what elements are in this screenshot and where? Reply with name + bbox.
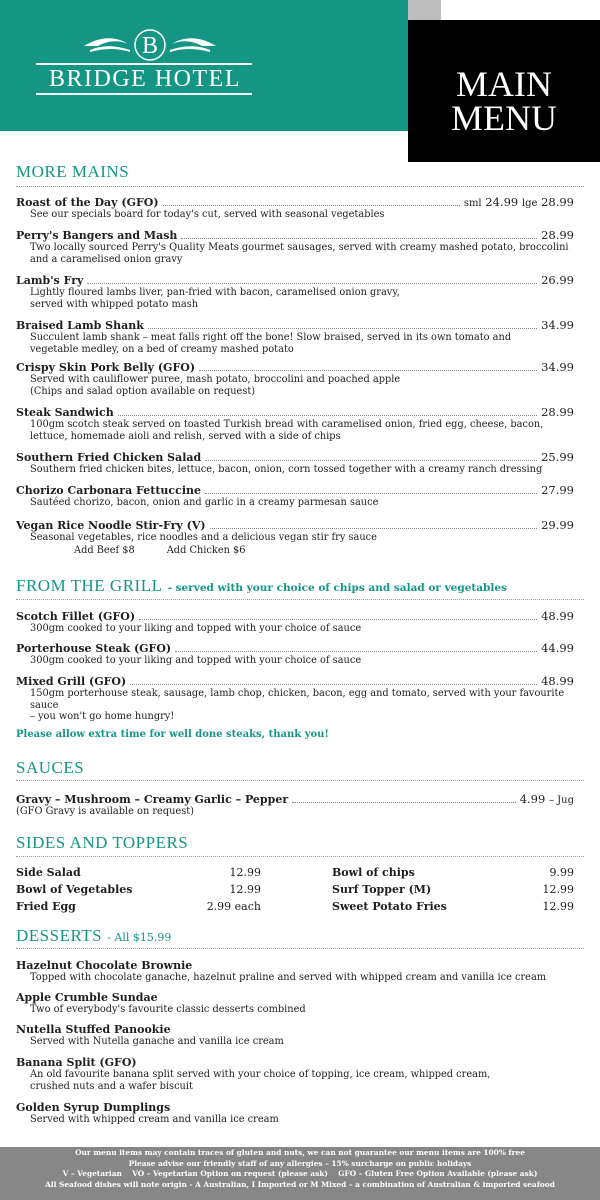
grill-allow-note: Please allow extra time for well done steaks, thank you! [16, 729, 329, 740]
item-description: Two locally sourced Perry's Quality Meats gourmet sausages, served with creamy mashed potato, broccolini and a caramelised onion gravy [30, 242, 569, 265]
logo-ornament-icon [80, 28, 220, 62]
item-description: Topped with chocolate ganache, hazelnut praline and served with whipped cream and vanilla ice cream [30, 972, 547, 983]
side-row: Bowl of chips 9.99 [332, 866, 574, 879]
dessert-item [16, 959, 576, 984]
menu-item [16, 195, 574, 221]
header-gray-tab [408, 0, 441, 20]
item-price: sml 24.99 lge 28.99 [463, 195, 574, 209]
item-price: 27.99 [541, 483, 574, 497]
item-price: 44.99 [541, 641, 574, 655]
item-price: 29.99 [541, 518, 574, 532]
menu-item [16, 450, 574, 476]
item-name: Gravy – Mushroom – Creamy Garlic – Pepper [16, 793, 289, 806]
dessert-item [16, 1023, 576, 1048]
item-description: Southern fried chicken bites, lettuce, bacon, onion, corn tossed together with a creamy ranch dressing [30, 464, 543, 475]
footer-line: Please advise our friendly staff of any allergies – 15% surcharge on public holidays [128, 1158, 472, 1168]
section-divider [16, 856, 584, 857]
section-divider [16, 780, 584, 781]
item-addons [16, 545, 574, 556]
section-title: FROM THE GRILL [16, 576, 163, 595]
side-row: Side Salad 12.99 [16, 866, 261, 879]
item-description: 300gm cooked to your liking and topped with your choice of sauce [30, 655, 362, 666]
menu-title-box [408, 20, 600, 162]
item-description: An old favourite banana split served with your choice of topping, ice cream, whipped cream, crushed nuts and a wafer biscuit [30, 1069, 491, 1092]
item-name: Apple Crumble Sundae [16, 991, 158, 1004]
section-divider [16, 599, 584, 600]
item-description: See our specials board for today's cut, served with seasonal vegetables [30, 209, 385, 220]
header [0, 0, 600, 162]
item-description: Succulent lamb shank – meat falls right off the bone! Slow braised, served in its own tomato and vegetable medley, on a bed of creamy mashed potato [30, 332, 512, 355]
item-description: Served with cauliflower puree, mash potato, broccolini and poached apple (Chips and salad option available on request) [30, 374, 401, 397]
menu-item [16, 405, 574, 442]
item-price: 4.99 – Jug [519, 792, 574, 806]
brand-rule-top [36, 63, 252, 65]
item-name: Southern Fried Chicken Salad [16, 451, 202, 464]
menu-item [16, 318, 574, 355]
item-price: 28.99 [541, 228, 574, 242]
item-name: Mixed Grill (GFO) [16, 675, 127, 688]
section-sauces [16, 758, 584, 778]
menu-item [16, 273, 574, 310]
section-divider [16, 948, 584, 949]
section-divider [16, 186, 584, 187]
menu-item [16, 792, 574, 817]
section-more-mains [16, 162, 584, 182]
section-subtitle: - All $15.99 [107, 931, 172, 944]
item-name: Vegan Rice Noodle Stir-Fry (V) [16, 519, 206, 532]
footer-line: Our menu items may contain traces of gluten and nuts, we can not guarantee our menu items are 100% free [75, 1148, 525, 1157]
section-sides [16, 833, 584, 853]
item-name: Chorizo Carbonara Fettuccine [16, 484, 201, 497]
item-description: Served with Nutella ganache and vanilla ice cream [30, 1036, 284, 1047]
item-description: Two of everybody's favourite classic desserts combined [30, 1004, 306, 1015]
logo-initial: B [141, 33, 159, 59]
dessert-item [16, 1056, 576, 1092]
item-name: Roast of the Day (GFO) [16, 196, 159, 209]
item-name: Lamb's Fry [16, 274, 84, 287]
brand-banner [0, 0, 408, 131]
addon-beef: Add Beef $8 [74, 544, 135, 556]
item-description: Seasonal vegetables, rice noodles and a delicious vegan stir fry sauce [30, 532, 377, 543]
addon-chicken: Add Chicken $6 [166, 544, 246, 556]
item-price: 48.99 [541, 674, 574, 688]
item-price: 34.99 [541, 318, 574, 332]
brand-rule-bottom [36, 93, 252, 95]
item-name: Scotch Fillet (GFO) [16, 610, 136, 623]
item-name: Banana Split (GFO) [16, 1056, 137, 1069]
item-name: Porterhouse Steak (GFO) [16, 642, 172, 655]
item-name: Nutella Stuffed Panookie [16, 1023, 171, 1036]
section-title: DESSERTS [16, 926, 103, 945]
item-price: 26.99 [541, 273, 574, 287]
item-description: Served with whipped cream and vanilla ice cream [30, 1114, 279, 1125]
section-grill [16, 576, 584, 596]
item-name: Hazelnut Chocolate Brownie [16, 959, 193, 972]
side-row: Bowl of Vegetables 12.99 [16, 883, 261, 896]
item-price: 48.99 [541, 609, 574, 623]
item-name: Braised Lamb Shank [16, 319, 144, 332]
item-name: Golden Syrup Dumplings [16, 1101, 171, 1114]
section-title: SIDES AND TOPPERS [16, 833, 189, 852]
allergy-footer [0, 1147, 600, 1200]
item-name: Perry's Bangers and Mash [16, 229, 178, 242]
item-price: 25.99 [541, 450, 574, 464]
item-description: 300gm cooked to your liking and topped with your choice of sauce [30, 623, 362, 634]
side-row: Sweet Potato Fries 12.99 [332, 900, 574, 913]
menu-item [16, 609, 574, 635]
menu-item [16, 518, 574, 556]
footer-line: V – Vegetarian VO – Vegetarian Option on request (please ask) GFO – Gluten Free Option Available (please ask) [62, 1169, 538, 1178]
side-row: Fried Egg 2.99 each [16, 900, 261, 913]
sauce-note: (GFO Gravy is available on request) [16, 806, 195, 817]
sides-right-column [332, 866, 574, 917]
item-price: 34.99 [541, 360, 574, 374]
menu-item [16, 360, 574, 397]
section-note: - served with your choice of chips and salad or vegetables [167, 582, 507, 594]
item-description: Lightly floured lambs liver, pan-fried with bacon, caramelised onion gravy, served with whipped potato mash [30, 287, 400, 310]
dessert-item [16, 991, 576, 1016]
item-description: Sautéed chorizo, bacon, onion and garlic in a creamy parmesan sauce [30, 497, 379, 508]
footer-line: All Seafood dishes will note origin - A Australian, I Imported or M Mixed – a combination of Australian & imported seafood [45, 1179, 555, 1189]
item-description: 150gm porterhouse steak, sausage, lamb chop, chicken, bacon, egg and tomato, served with your favourite sauce – you won't go home hungry! [30, 688, 565, 723]
menu-item [16, 641, 574, 667]
section-desserts [16, 926, 584, 946]
item-name: Steak Sandwich [16, 406, 114, 419]
side-row: Surf Topper (M) 12.99 [332, 883, 574, 896]
menu-title-line1: MAIN [456, 64, 552, 104]
brand-name: BRIDGE HOTEL [49, 66, 241, 92]
item-description: 100gm scotch steak served on toasted Turkish bread with caramelised onion, fried egg, cheese, bacon, lettuce, homemade aioli and relish, served with a side of chips [30, 419, 544, 442]
section-title: SAUCES [16, 758, 85, 777]
item-price: 28.99 [541, 405, 574, 419]
menu-item [16, 674, 574, 723]
menu-title-line2: MENU [451, 98, 557, 138]
section-title: MORE MAINS [16, 162, 130, 181]
dessert-item [16, 1101, 576, 1126]
menu-item [16, 483, 574, 509]
menu-item [16, 228, 574, 265]
sides-left-column [16, 866, 261, 917]
item-name: Crispy Skin Pork Belly (GFO) [16, 361, 196, 374]
